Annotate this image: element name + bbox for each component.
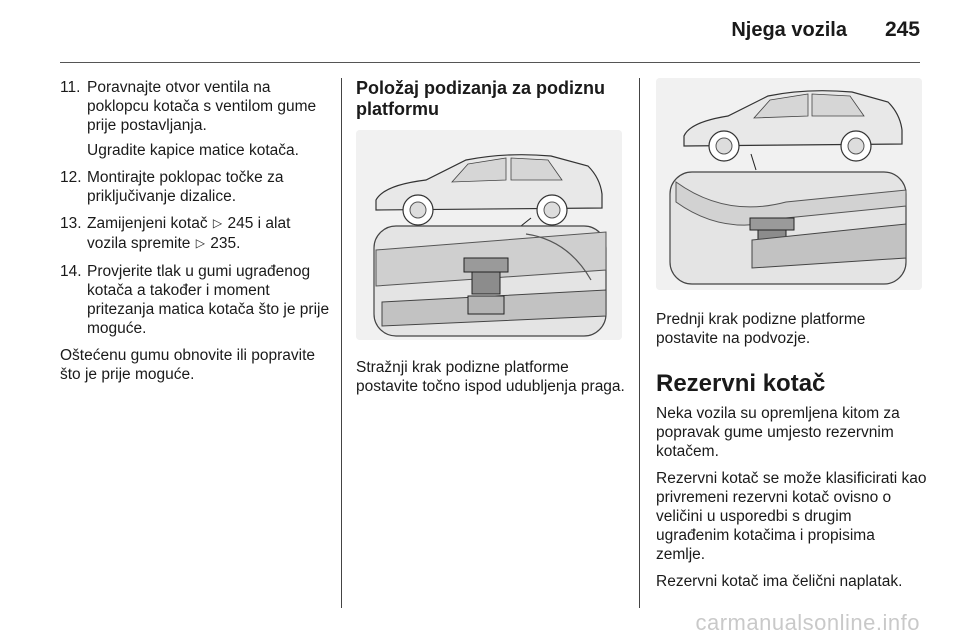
closing-paragraph: Oštećenu gumu obnovite ili popravite što je prije moguće. [60,347,316,383]
step-text-a: Zamijenjeni kotač [87,215,212,232]
column-divider-2 [639,78,640,608]
column-divider-1 [341,78,342,608]
spare-wheel-paragraph-2: Rezervni kotač se može klasificirati kao privremeni rezervni kotač ovisno o veličini u usporedbi s drugim ugrađenim kotačima i propisima zemlje. [656,470,927,563]
page-number: 245 [884,18,920,41]
car-lift-rear-illustration [356,130,622,340]
step-11 [60,78,332,135]
step-number: 11. [60,79,81,96]
step-text: Montirajte poklopac točke za priključivanje dizalice. [87,169,284,205]
header-rule [60,62,920,63]
lift-points-heading: Položaj podizanja za podiznu platformu [356,78,606,119]
triangle-reference-icon: ▷ [212,216,223,230]
lift-arm-detail [670,172,906,284]
spare-wheel-heading: Rezervni kotač [656,370,826,397]
column-3 [656,78,928,599]
triangle-reference-icon: ▷ [195,236,205,250]
page-ref-1[interactable]: 245 [227,215,254,232]
column-1 [60,78,332,392]
step-text: Poravnajte otvor ventila na poklopcu kotača s ventilom gume prije postavljanja. [87,79,317,134]
spare-wheel-paragraph-3: Rezervni kotač ima čelični naplatak. [656,573,903,590]
spare-wheel-paragraph-1: Neka vozila su opremljena kitom za popravak gume umjesto rezervnim kotačem. [656,405,900,460]
section-title: Njega vozila [731,19,847,41]
rear-lift-caption: Stražnji krak podizne platforme postavite točno ispod udubljenja praga. [356,359,625,395]
step-12 [60,168,332,206]
step-number: 12. [60,169,82,186]
step-text-c: . [236,235,241,252]
page-ref-2[interactable]: 235 [210,235,237,252]
step-number: 13. [60,215,82,232]
car-lift-front-illustration [656,78,922,290]
step-text-b: i alat vozila spremite [87,215,291,252]
step-13 [60,214,332,254]
page-header [731,18,920,48]
step-14 [60,262,332,338]
step-number: 14. [60,263,82,280]
step-text: Provjerite tlak u gumi ugrađenog kotača a također i moment pritezanja matica kotača što je prije moguće. [87,263,330,337]
lift-arm-detail [374,226,606,336]
front-lift-caption: Prednji krak podizne platforme postavite na podvozje. [656,311,866,347]
watermark: carmanualsonline.info [695,610,920,635]
step-11-note: Ugradite kapice matice kotača. [87,142,299,159]
column-2 [356,78,626,404]
